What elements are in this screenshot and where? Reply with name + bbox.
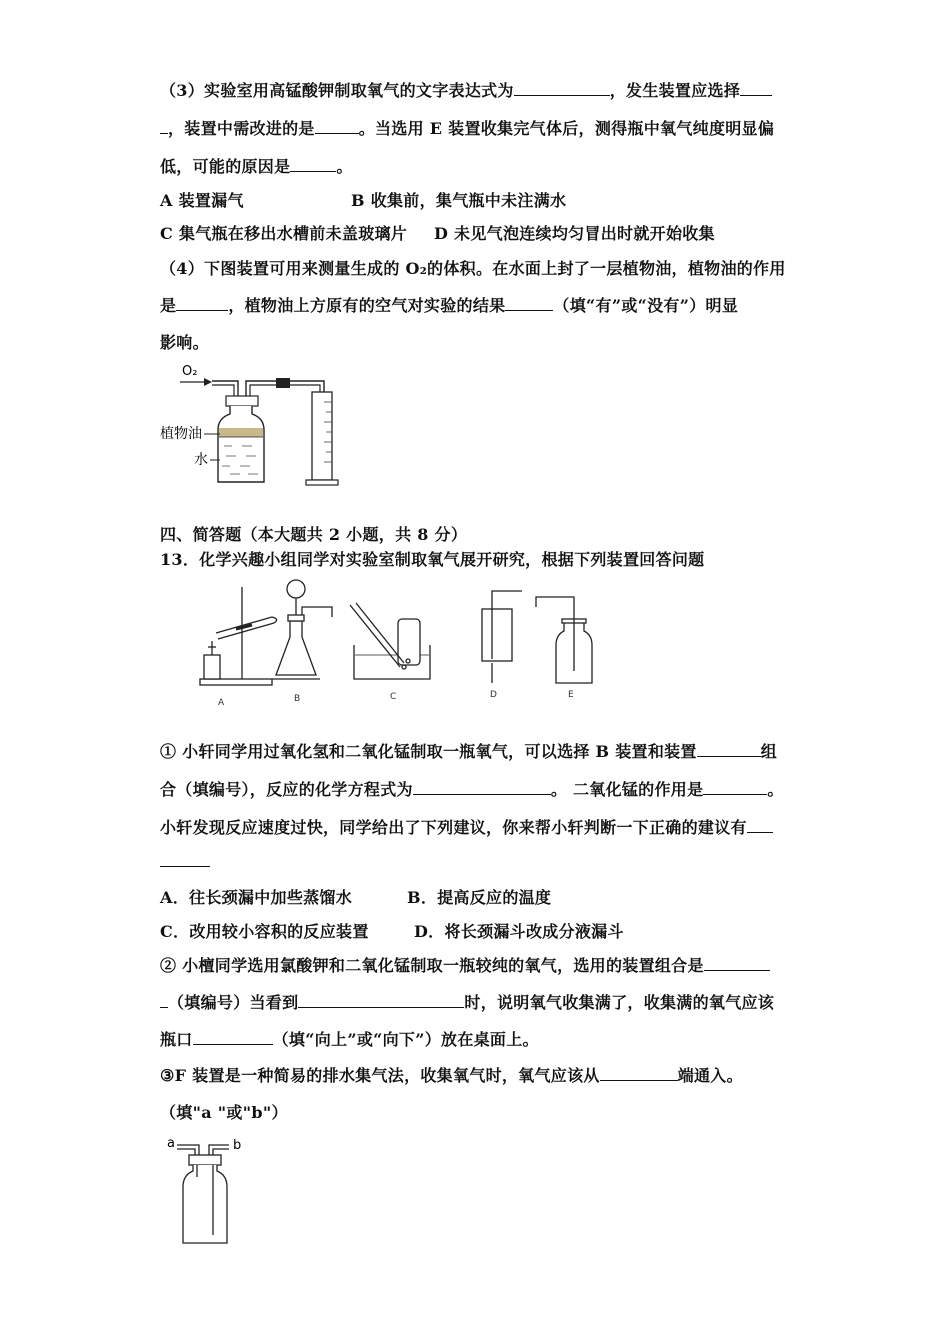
q3-line-3: 低，可能的原因是 。: [160, 157, 353, 176]
apparatus-e: [536, 597, 592, 683]
q13-part3-line-1: ③F 装置是一种简易的排水集气法，收集氧气时，氧气应该从 端通入。: [160, 1066, 743, 1085]
tube-a-inner: [177, 1149, 195, 1155]
q4-line-2: 是 ，植物油上方原有的空气对实验的结果 （填“有”或“没有”）明显: [160, 296, 739, 315]
o2-label: O₂: [182, 364, 198, 379]
blank: [160, 119, 168, 134]
blank: [514, 81, 610, 96]
o2-volume-apparatus-figure: [160, 358, 370, 488]
blank: [505, 296, 553, 311]
blank: [315, 119, 359, 134]
oil-label: 植物油: [160, 426, 202, 442]
q3-option-b: B 收集前，集气瓶中未注满水: [351, 191, 567, 210]
q13-part2-line-2: （填编号）当看到 时，说明氧气收集满了，收集满的氧气应该: [160, 990, 774, 1013]
graduated-cylinder: [312, 392, 332, 480]
tube-b: [209, 1145, 229, 1155]
label-e: E: [568, 690, 574, 700]
q3-option-c: C 集气瓶在移出水槽前未盖玻璃片: [160, 224, 408, 243]
label-a: A: [218, 698, 225, 708]
blank: [160, 993, 168, 1008]
tube-a: [177, 1145, 199, 1155]
stopper: [189, 1155, 221, 1165]
q13-part3-line-2: （填"a "或"b"）: [160, 1103, 288, 1122]
oil-layer: [219, 428, 263, 437]
rubber-connector: [276, 378, 290, 388]
q13-option-d: D．将长颈漏斗改成分液漏斗: [414, 922, 624, 941]
q13-part2-line-1: ② 小檀同学选用氯酸钾和二氧化锰制取一瓶较纯的氧气，选用的装置组合是: [160, 953, 770, 976]
section-title: 四、简答题（本大题共 2 小题，共 8 分）: [160, 525, 468, 544]
blank: [193, 1030, 273, 1045]
q3-option-d: D 未见气泡连续均匀冒出时就开始收集: [434, 224, 715, 243]
blank: [298, 993, 464, 1008]
blank: [703, 780, 767, 795]
bottle: [183, 1165, 227, 1243]
blank: [747, 818, 773, 833]
q3-line-1: （3）实验室用高锰酸钾制取氧气的文字表达式为 ，发生装置应选择: [160, 78, 772, 101]
blank: [413, 780, 551, 795]
q3-line-2: ，装置中需改进的是 。当选用 E 装置收集完气体后，测得瓶中氧气纯度明显偏: [160, 116, 774, 139]
apparatus-a-to-e-figure: [192, 575, 612, 710]
blank: [290, 157, 336, 172]
apparatus-f-figure: [165, 1133, 255, 1248]
arrow-head-icon: [204, 378, 212, 386]
q13-part1-line-3: 小轩发现反应速度过快，同学给出了下列建议，你来帮小轩判断一下正确的建议有: [160, 815, 773, 838]
bottle: [218, 406, 264, 482]
blank: [160, 852, 210, 867]
apparatus-c: [350, 603, 430, 679]
apparatus-b: [272, 580, 332, 679]
blank: [740, 81, 772, 96]
q13-option-b: B．提高反应的温度: [407, 888, 552, 907]
q13-part1-line-2: 合（填编号），反应的化学方程式为 。 二氧化锰的作用是 。: [160, 780, 784, 799]
q13-part2-line-3: 瓶口 （填“向上”或“向下”）放在桌面上。: [160, 1030, 539, 1049]
q13-part1-line-1: ① 小轩同学用过氧化氢和二氧化锰制取一瓶氧气，可以选择 B 装置和装置 组: [160, 742, 778, 761]
label-c: C: [390, 692, 397, 702]
q13-option-a: A．往长颈漏中加些蒸馏水: [160, 888, 353, 907]
water-label: 水: [194, 452, 208, 468]
label-d: D: [490, 690, 497, 700]
blank: [176, 296, 228, 311]
q13-part1-line-4: [160, 852, 210, 871]
apparatus-a: [200, 587, 277, 685]
q4-line-3: 影响。: [160, 333, 209, 352]
q4-line-1: （4）下图装置可用来测量生成的 O₂的体积。在水面上封了一层植物油，植物油的作用: [160, 259, 786, 278]
tube-a-label: a: [167, 1136, 175, 1151]
cylinder-base: [306, 480, 338, 485]
blank: [704, 956, 770, 971]
q13-stem: 13．化学兴趣小组同学对实验室制取氧气展开研究，根据下列装置回答问题: [160, 550, 705, 569]
tube-b-label: b: [233, 1138, 242, 1153]
q3-option-a: A 装置漏气: [160, 191, 244, 210]
tube-b-inner: [213, 1149, 229, 1155]
label-b: B: [294, 694, 301, 704]
blank: [697, 742, 761, 757]
blank: [600, 1066, 678, 1081]
apparatus-d: [482, 591, 522, 683]
stopper: [226, 396, 258, 406]
q13-option-c: C．改用较小容积的反应装置: [160, 922, 369, 941]
